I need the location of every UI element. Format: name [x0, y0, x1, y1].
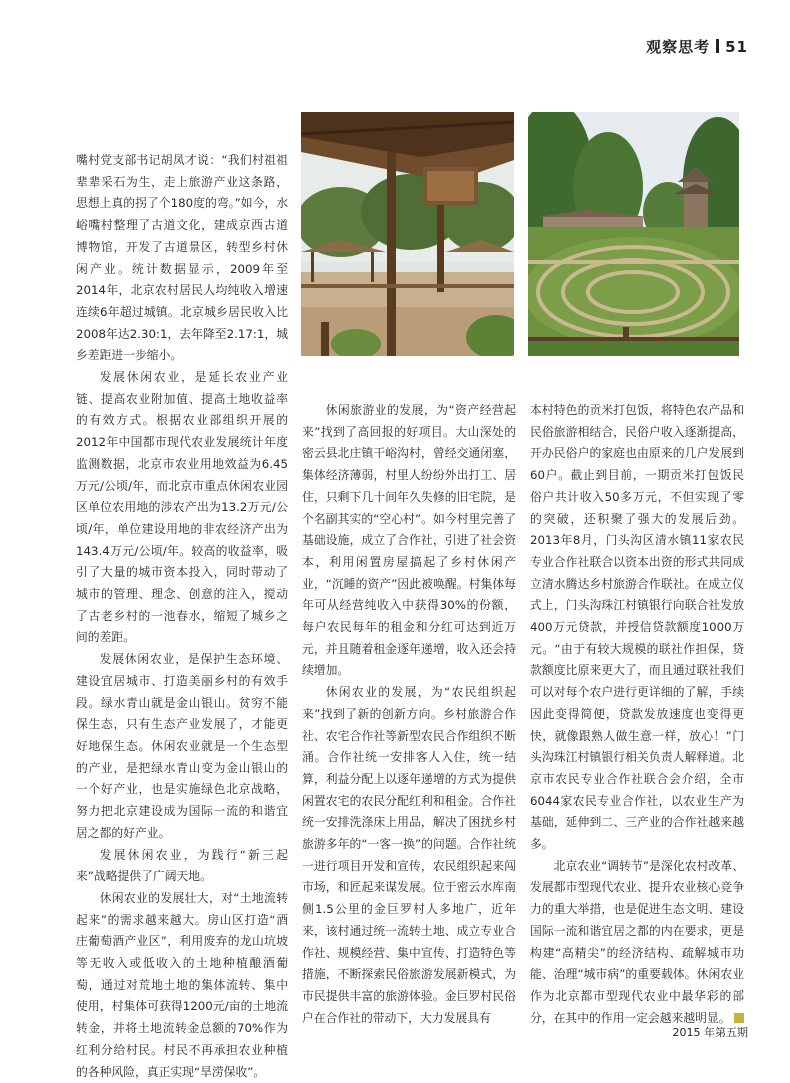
section-title: 观察思考: [646, 38, 711, 56]
paragraph: 休闲农业的发展壮大，对“土地流转起来”的需求越来越大。房山区打造“酒庄葡萄酒产业区”，利用废弃的龙山坑坡等无收入或低收入的土地种植酿酒葡萄，通过对荒地土地的集体流转、集中使用，村集体可获得1200元/亩的土地流转金，并将土地流转金总额的70%作为红利分给村民。村民不再承担农业种植的各种风险，真正实现“旱涝保收”。: [76, 890, 288, 1079]
paragraph: 休闲农业的发展，为“农民组织起来”找到了新的创新方向。乡村旅游合作社、农宅合作社等新型农民合作组织不断涌。合作社统一安排客人入住，统一结算，利益分配上以逐年递增的方式为提供闲置农宅的农民分配红利和租金。合作社统一安排洗涤床上用品，解决了困扰乡村旅游多年的“一客一换”的问题。合作社统一进行项目开发和宣传，农民组织起来闯市场，和匠起来谋发展。位于密云水库南侧1.5公里的金巨罗村人多地广，近年来，该村通过统一流转土地、成立专业合作社、规模经营、集中宣传、打造特色等措施，不断探索民俗旅游发展新模式，为市民提供丰富的旅游体验。金巨罗村民俗户在合作社的带动下，大力发展具有: [302, 685, 516, 1025]
paragraph-text: 北京农业“调转节”是深化农村改革、发展都市型现代农业、提升农业核心竞争力的重大举措，也是促进生态文明、建设国际一流和谐宜居之都的内在要求，更是构建“高精尖”的经济结构、疏解城市功能、治理“城市病”的重要载体。休闲农业作为北京都市型现代农业中最华彩的部分，在其中的作用一定会越来越明显。: [530, 858, 744, 1025]
end-mark-icon: [734, 1013, 744, 1023]
paragraph: 发展休闲农业，为践行“新三起来”战略提供了广阔天地。: [76, 847, 288, 884]
paragraph: 本村特色的贡米打包饭，将特色农产品和民俗旅游相结合，民俗户收入逐渐提高，开办民俗户的家庭也由原来的几户发展到60户。截止到目前，一期贡米打包饭民俗户共计收入50多万元，不但实现了零的突破，还积聚了强大的发展后劲。2013年8月，门头沟区清水镇11家农民专业合作社联合以资本出资的形式共同成立清水腾达乡村旅游合作联社。在成立仪式上，门头沟珠江村镇银行向联合社发放400万元贷款，并授信贷款额度1000万元。“由于有较大规模的联社作担保，贷款额度比原来更大了，而且通过联社我们可以对每个农户进行更详细的了解，手续因此变得简便，贷款发放速度也变得更快，就像跟熟人做生意一样，放心！”门头沟珠江村镇银行相关负责人解释道。北京市农民专业合作社联合会介绍，全市6044家农民专业合作社，以农业生产为基础，延伸到二、三产业的合作社越来越多。: [530, 403, 744, 852]
paragraph: [530, 856, 744, 1030]
paragraph: 发展休闲农业，是延长农业产业链、提高农业附加值、提高土地收益率的有效方式。根据农业部组织开展的2012年中国都市现代农业发展统计年度监测数据，北京市农业用地效益为6.45万元/公顷/年，而北京市重点休闲农业园区单位农用地的涉农产出为13.2万元/公顷/年，单位建设用地的非农经济产出为143.4万元/公顷/年。较高的收益率，吸引了大量的城市资本投入，同时带动了城市的管理、理念、创意的注入，搅动了古老乡村的一池春水，缩短了城乡之间的差距。: [76, 370, 288, 645]
paragraph: 嘴村党支部书记胡凤才说：“我们村祖祖辈辈采石为生，走上旅游产业这条路，思想上真的拐了个180度的弯。”如今，水峪嘴村整理了古道文化，建成京西古道博物馆，开发了古道景区，转型乡村休闲产业。统计数据显示，2009年至2014年，北京农村居民人均纯收入增速连续6年超过城镇。北京城乡居民收入比2008年达2.30:1，去年降至2.17:1，城乡差距进一步缩小。: [76, 153, 288, 363]
text-column-2: [302, 400, 516, 1029]
paragraph: 发展休闲农业，是保护生态环境、建设宜居城市、打造美丽乡村的有效手段。绿水青山就是金山银山。贫穷不能保生态，只有生态产业发展了，才能更好地保生态。休闲农业就是一个生态型的产业，是把绿水青山变为金山银山的一个好产业，也是实施绿色北京战略，努力把北京建设成为国际一流的和谐宜居之都的好产业。: [76, 652, 288, 840]
text-column-1: [76, 150, 288, 1083]
page-number: 51: [725, 38, 748, 56]
garden-maze-photo: [528, 112, 739, 356]
header-divider: [716, 39, 719, 53]
text-column-3: [530, 400, 744, 1029]
paragraph: 休闲旅游业的发展，为“资产经营起来”找到了高回报的好项目。大山深处的密云县北庄镇干峪沟村，曾经交通闭塞，集体经济薄弱，村里人纷纷外出打工、居住，只剩下几十间年久失修的旧宅院，是个名副其实的“空心村”。如今村里完善了基础设施，成立了合作社，引进了社会资本，利用闲置房屋搞起了乡村休闲产业，“沉睡的资产”因此被唤醒。村集体每年可从经营纯收入中获得30%的份额，每户农民每年的租金和分红可达到近万元，并且随着租金逐年递增，收入还会持续增加。: [302, 403, 516, 678]
page-header: [646, 36, 748, 57]
page-footer: 2015 年第五期: [672, 1026, 748, 1039]
village-pavilion-photo: [301, 112, 514, 356]
